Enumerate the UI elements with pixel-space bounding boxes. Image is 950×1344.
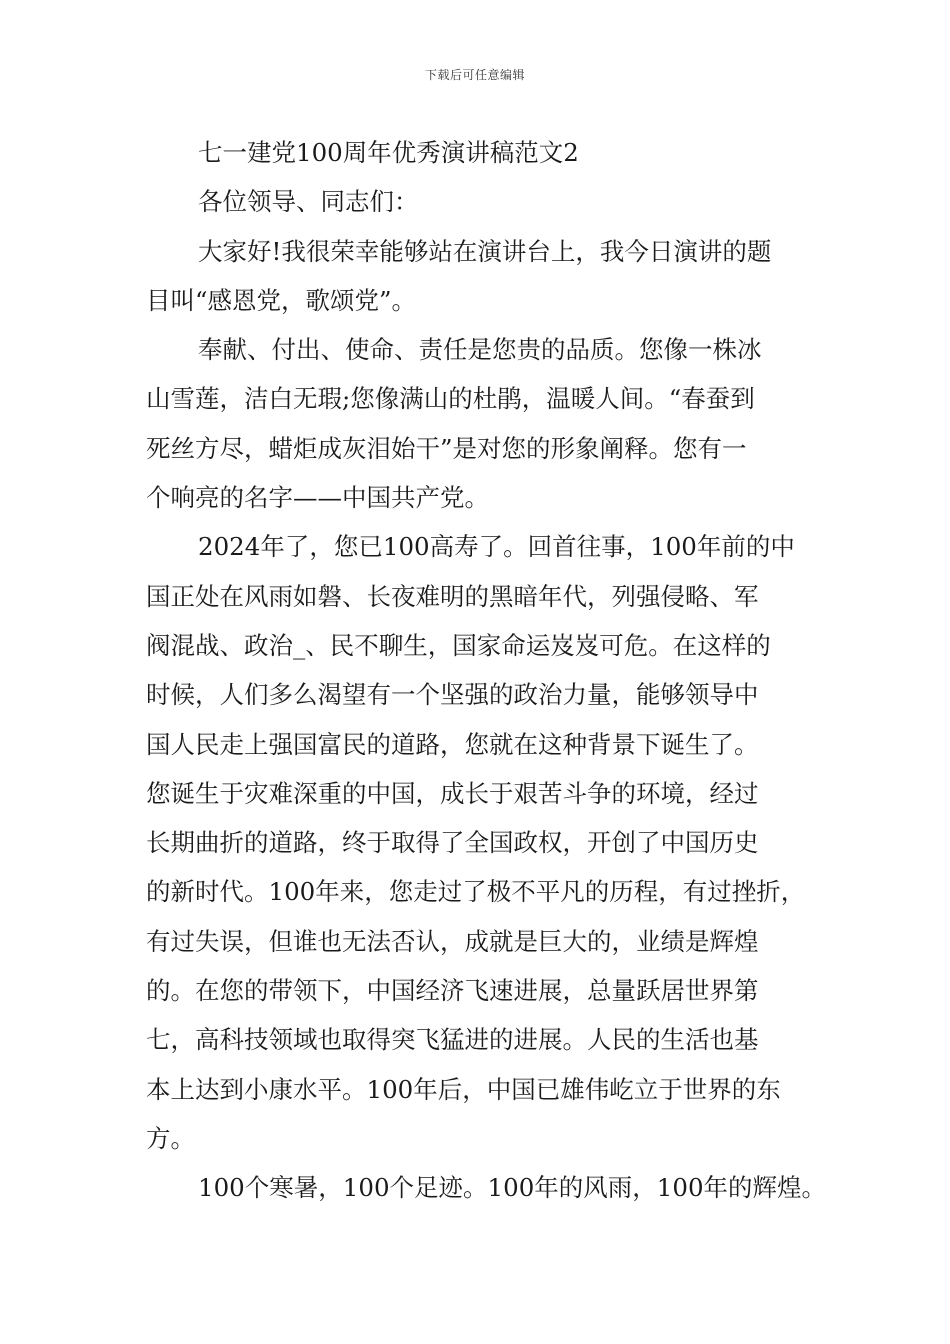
paragraph-line: 长期曲折的道路，终于取得了全国政权，开创了中国历史: [146, 828, 759, 858]
paragraph-qualities: [146, 325, 826, 522]
paragraph-line: 方。: [146, 1123, 195, 1153]
paragraph-line: 您诞生于灾难深重的中国，成长于艰苦斗争的环境，经过: [146, 778, 759, 808]
paragraph-greeting: [146, 227, 826, 326]
paragraph-line: 奉献、付出、使命、责任是您贵的品质。您像一株冰: [198, 335, 762, 365]
paragraph-line: 阀混战、政治_、民不聊生，国家命运岌岌可危。在这样的: [146, 630, 771, 660]
paragraph-line: 山雪莲，洁白无瑕;您像满山的杜鹃，温暖人间。“春蚕到: [146, 384, 755, 414]
paragraph-line: 国正处在风雨如磐、长夜难明的黑暗年代，列强侵略、军: [146, 581, 759, 611]
document-title: 七一建党100周年优秀演讲稿范文2: [198, 138, 579, 167]
salutation: 各位领导、同志们：: [198, 187, 419, 217]
paragraph-line: 死丝方尽，蜡炬成灰泪始干”是对您的形象阐释。您有一: [146, 433, 747, 463]
paragraph-line: 目叫“感恩党，歌颂党”。: [146, 285, 417, 315]
paragraph-line: 七，高科技领域也取得突飞猛进的进展。人民的生活也基: [146, 1025, 759, 1055]
paragraph-closing: [146, 1163, 826, 1212]
paragraph-line: 本上达到小康水平。100年后，中国已雄伟屹立于世界的东: [146, 1074, 781, 1104]
paragraph-line: 大家好!我很荣幸能够站在演讲台上，我今日演讲的题: [198, 236, 772, 266]
paragraph-line: 的。在您的带领下，中国经济飞速进展，总量跃居世界第: [146, 976, 759, 1006]
paragraph-line: 的新时代。100年来，您走过了极不平凡的历程，有过挫折，: [146, 877, 806, 907]
paragraph-line: 2024年了，您已100高寿了。回首往事，100年前的中: [198, 532, 795, 562]
document-body: [146, 128, 826, 1213]
paragraph-line: 个响亮的名字——中国共产党。: [146, 483, 489, 513]
paragraph-line: 有过失误，但谁也无法否认，成就是巨大的，业绩是辉煌: [146, 926, 759, 956]
paragraph-line: 时候，人们多么渴望有一个坚强的政治力量，能够领导中: [146, 680, 759, 710]
paragraph-line: 100个寒暑，100个足迹。100年的风雨，100年的辉煌。: [198, 1173, 827, 1203]
paragraph-history: [146, 522, 826, 1163]
paragraph-line: 国人民走上强国富民的道路，您就在这种背景下诞生了。: [146, 729, 759, 759]
page-header-note: 下载后可任意编辑: [424, 68, 525, 82]
